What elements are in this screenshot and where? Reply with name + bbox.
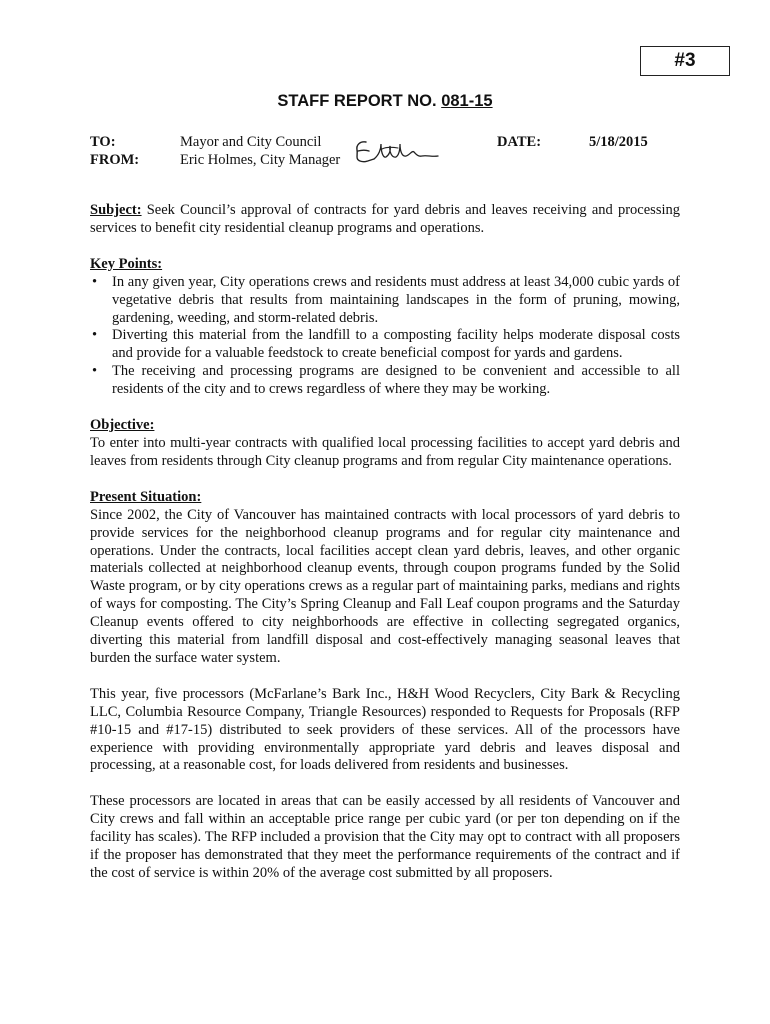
- from-value: Eric Holmes, City Manager: [180, 152, 341, 168]
- date-label: DATE:: [497, 134, 542, 150]
- objective-heading: Objective:: [90, 417, 155, 434]
- date-value: 5/18/2015: [589, 134, 648, 150]
- present-situation-paragraph: This year, five processors (McFarlane’s Bark Inc., H&H Wood Recyclers, City Bark & Recycling LLC, Columbia Resource Company, Triangle Resources) responded to Requests for Proposals (RFP #10-15 and #17-15) distributed to seek providers of these services. All of the processors have experience with providing environmentally appropriate yard debris and leaves disposal and processing, at a reasonable cost, for loads delivered from residents and businesses.: [90, 685, 680, 774]
- key-point-item: • The receiving and processing programs are designed to be convenient and accessible to all residents of the city and to crews regardless of where they may be working.: [90, 363, 680, 399]
- present-situation-paragraph: Since 2002, the City of Vancouver has maintained contracts with local processors of yard debris to provide services for the neighborhood cleanup programs and for regular city maintenance and operations. Under the contracts, local facilities accept clean yard debris, leaves, and other organic materials collected at neighborhood cleanup events, through coupon programs funded by the Solid Waste program, or by city operations crews as a regular part of maintaining parks, medians and rights of ways for composting. The City’s Spring Cleanup and Fall Leaf coupon programs and the Saturday Cleanup events offered to city neighborhoods are effective in collecting segregated organics, diverting this material from landfill disposal and cost-effectively managing seasonal leaves that burden the surface water system.: [90, 506, 680, 666]
- key-point-item: • Diverting this material from the landfill to a composting facility helps moderate disposal costs and provide for a valuable feedstock to create beneficial compost for yards and gardens.: [90, 327, 680, 363]
- present-situation-paragraph: These processors are located in areas that can be easily accessed by all residents of Vancouver and City crews and fall within an acceptable price range per cubic yard (or per ton depending on if the facility has scales). The RFP included a provision that the City may opt to contract with all proposers if the proposer has demonstrated that they meet the performance requirements of the contract and if the cost of service is within 20% of the average cost submitted by all proposers.: [90, 793, 680, 881]
- signature-image: [352, 136, 442, 170]
- objective-text: To enter into multi-year contracts with qualified local processing facilities to accept yard debris and leaves from residents through City cleanup programs and from regular City maintenance operations.: [90, 434, 680, 469]
- key-point-item: • In any given year, City operations crews and residents must address at least 34,000 cubic yards of vegetative debris that results from maintaining landscapes in the form of pruning, mowing, gardening, weeding, and storm-related debris.: [90, 274, 680, 328]
- key-points-list: [90, 274, 680, 399]
- report-body: [90, 202, 680, 883]
- report-title-prefix: STAFF REPORT NO.: [277, 92, 442, 110]
- subject-label: Subject:: [90, 202, 142, 218]
- subject-paragraph: [90, 202, 680, 238]
- report-title: [0, 92, 770, 111]
- present-situation-heading: Present Situation:: [90, 488, 202, 505]
- subject-text: Seek Council’s approval of contracts for yard debris and leaves receiving and processing services to benefit city residential cleanup programs and operations.: [90, 202, 680, 236]
- from-label: FROM:: [90, 152, 140, 168]
- agenda-item-number: #3: [640, 46, 730, 76]
- report-number: 081-15: [441, 92, 493, 110]
- to-value: Mayor and City Council: [180, 134, 322, 150]
- to-label: TO:: [90, 134, 116, 150]
- key-points-heading: Key Points:: [90, 255, 163, 272]
